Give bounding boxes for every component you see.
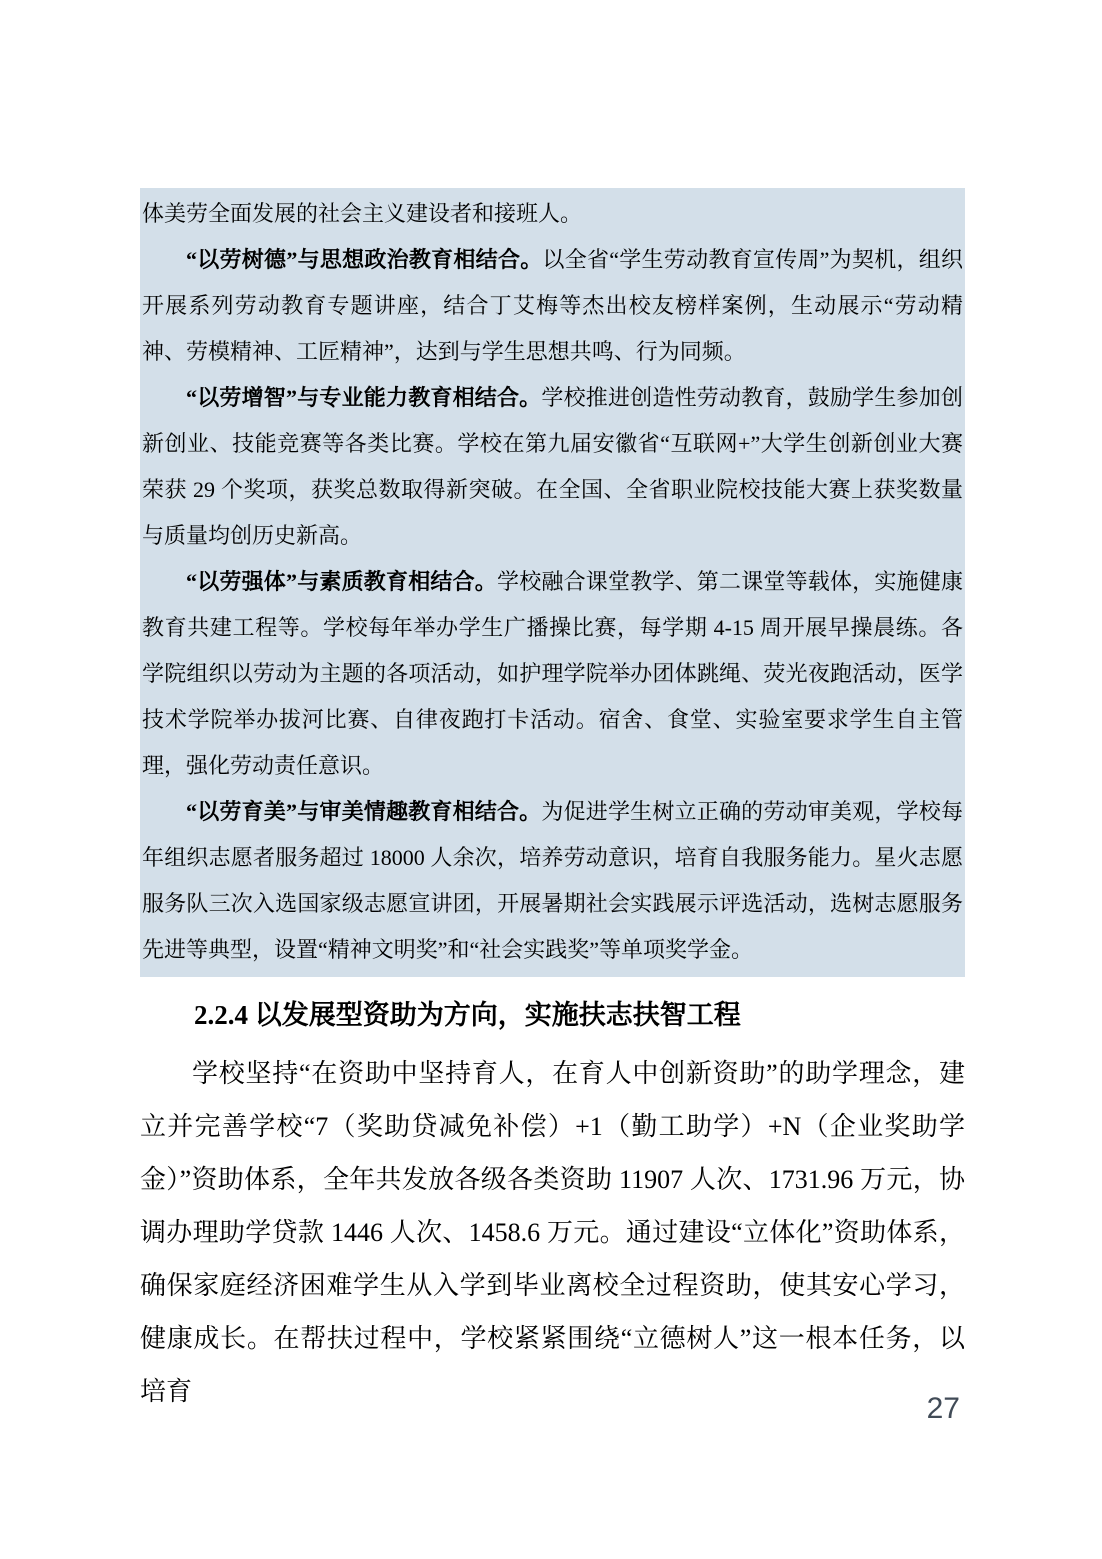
section-heading: 2.2.4 以发展型资助为方向，实施扶志扶智工程 <box>194 1000 741 1030</box>
paragraph-text: 以全省“学生劳动教育宣传周”为契机，组织开展系列劳动教育专题讲座，结合丁艾梅等杰出校友榜样案例，生动展示“劳动精神、劳模精神、工匠精神”，达到与学生思想共鸣、行为同频。 <box>142 247 963 364</box>
paragraph-laodong-shude <box>142 237 963 375</box>
paragraph-bold-lead: “以劳强体”与素质教育相结合。 <box>186 569 497 594</box>
page-content <box>140 188 965 1418</box>
paragraph-text: 学校推进创造性劳动教育，鼓励学生参加创新创业、技能竞赛等各类比赛。学校在第九届安徽省“互联网+”大学生创新创业大赛荣获 29 个奖项，获奖总数取得新突破。在全国、全省职业院校技能大赛上获奖数量与质量均创历史新高。 <box>142 385 963 548</box>
paragraph-text: 体美劳全面发展的社会主义建设者和接班人。 <box>142 201 583 226</box>
paragraph-laodong-yumei <box>142 789 963 973</box>
paragraph-bold-lead: “以劳树德”与思想政治教育相结合。 <box>186 247 543 272</box>
paragraph-bold-lead: “以劳增智”与专业能力教育相结合。 <box>186 385 542 410</box>
paragraph-laodong-qiangti <box>142 559 963 789</box>
paragraph-laodong-zengzhi <box>142 375 963 559</box>
paragraph-bold-lead: “以劳育美”与审美情趣教育相结合。 <box>186 799 542 824</box>
paragraph-continuation <box>142 191 963 237</box>
paragraph-text: 为促进学生树立正确的劳动审美观，学校每年组织志愿者服务超过 18000 人余次，培养劳动意识，培育自我服务能力。星火志愿服务队三次入选国家级志愿宣讲团，开展暑期社会实践展示评选活动，选树志愿服务先进等典型，设置“精神文明奖”和“社会实践奖”等单项奖学金。 <box>142 799 963 962</box>
paragraph-text: 学校融合课堂教学、第二课堂等载体，实施健康教育共建工程等。学校每年举办学生广播操比赛，每学期 4-15 周开展早操晨练。各学院组织以劳动为主题的各项活动，如护理学院举办团体跳绳、荧光夜跑活动，医学技术学院举办拔河比赛、自律夜跑打卡活动。宿舍、食堂、实验室要求学生自主管理，强化劳动责任意识。 <box>142 569 963 778</box>
highlighted-text-block <box>140 188 965 977</box>
body-paragraph: 学校坚持“在资助中坚持育人，在育人中创新资助”的助学理念，建立并完善学校“7（奖助贷减免补偿）+1（勤工助学）+N（企业奖助学金）”资助体系，全年共发放各级各类资助 11907 人次、1731.96 万元，协调办理助学贷款 1446 人次、1458.6 万元。通过建设“立体化”资助体系，确保家庭经济困难学生从入学到毕业离校全过程资助，使其安心学习，健康成长。在帮扶过程中，学校紧紧围绕“立德树人”这一根本任务，以培育 <box>140 1059 965 1406</box>
page-number: 27 <box>926 1392 960 1425</box>
